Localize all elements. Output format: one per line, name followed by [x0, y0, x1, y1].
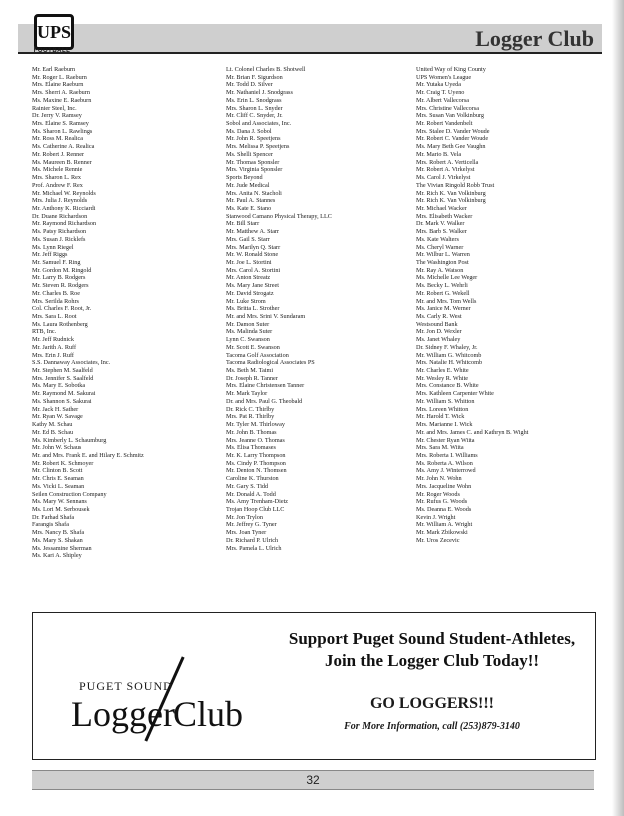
donor-name: Mr. Ross M. Realica [32, 135, 84, 143]
donor-name: Ms. Michelle Lee Weger [416, 274, 478, 282]
donor-name: RTB, Inc. [32, 328, 57, 336]
donor-name: Mr. Robert J. Renner [32, 150, 85, 158]
donor-name: Mr. Tyler M. Thirloway [226, 421, 285, 429]
donor-name: Ms. Erin L. Snodgrass [226, 96, 282, 104]
logo-subtitle: FOOTBALL [33, 48, 71, 54]
donor-name: Ms. Becky L. Wehrli [416, 282, 468, 290]
donor-name: Ms. Mary S. Shakan [32, 536, 83, 544]
donor-name: Mrs. Marianne I. Wick [416, 421, 473, 429]
donor-name: Mrs. Christine Vallecorsa [416, 104, 479, 112]
donor-name: Mr. John W. Schaus [32, 444, 82, 452]
donor-name: Mrs. Melissa P. Speetjens [226, 143, 290, 151]
donor-name: Ms. Amy Trenham-Dietz [226, 498, 289, 506]
ups-football-logo [30, 14, 74, 56]
donor-name: Mrs. Sara L. Root [32, 313, 77, 320]
donor-name: Ms. Malinda Suter [226, 328, 273, 336]
donor-name: Mr. Raymond M. Sakurai [32, 390, 96, 398]
page-header [18, 8, 602, 58]
donor-name: Mrs. Elisabeth Wacker [416, 212, 473, 220]
donor-name: Mr. Ryan W. Savage [32, 413, 83, 421]
donor-name: Mr. Robert C. Vander Woude [416, 135, 489, 143]
donor-name: Stanwood Camano Physical Therapy, LLC [226, 212, 332, 220]
donor-name: Mr. Jarith A. Ruff [32, 343, 77, 351]
donor-name: Mr. Albert Vallecorsa [416, 96, 469, 104]
donor-name: Mr. and Mrs. Tom Wells [416, 297, 477, 305]
promo-text [269, 613, 595, 759]
donor-name: Mrs. Jacqueline Wohn [416, 482, 472, 490]
donor-name: Mrs. Carol A. Stortini [226, 266, 281, 274]
donor-name: Mr. Charles B. Roe [32, 289, 80, 297]
donor-name: Dr. Jerry V. Ramsey [32, 112, 82, 120]
logo-mark: UPS [34, 14, 74, 50]
donor-name: Dr. Farhad Shafa [32, 513, 75, 521]
donor-name: Mr. Jon D. Wexler [416, 328, 462, 336]
donor-name: Farangis Shafa [32, 521, 69, 529]
donor-name: Ms. Mary W. Sennans [32, 498, 87, 506]
donor-name: Mrs. Jeanne O. Thomas [226, 436, 285, 444]
donor-name: Mr. Cliff C. Snyder, Jr. [226, 112, 283, 120]
donor-name: Ms. Dana J. Sobol [226, 127, 272, 135]
donor-name: Mr. Ray A. Watson [416, 266, 464, 274]
donor-name: Mrs. Virginia Sponsler [226, 166, 283, 174]
page-number: 32 [32, 770, 594, 790]
donor-name: Mr. Wesley R. White [416, 374, 469, 382]
donor-name: Ms. Elisa Thomases [226, 444, 276, 452]
donor-column-3 [416, 66, 602, 545]
page-edge-shadow [612, 0, 624, 816]
program-page [18, 8, 602, 800]
donor-name: UPS Women's League [416, 73, 472, 81]
donor-name: Mr. Larry B. Rodgers [32, 274, 86, 282]
donor-name: Mrs. Sharon L. Snyder [226, 104, 283, 112]
donor-name: Mr. Wilbur L. Warren [416, 251, 470, 259]
donor-name: Mr. Mario B. Vela [416, 150, 462, 158]
donor-name: Mr. Michael Wacker [416, 204, 467, 212]
donor-name: Mr. Denton N. Thomsen [226, 467, 287, 475]
donor-name: Ms. Cheryl Warner [416, 243, 464, 251]
donor-name: Lynn C. Swanson [226, 336, 270, 344]
donor-name: Sobol and Associates, Inc. [226, 120, 292, 128]
donor-name: Col. Charles F. Root, Jr. [32, 305, 92, 313]
donor-name: Mr. John R. Speetjens [226, 135, 281, 143]
donor-name: Ms. Kimberly L. Schaumburg [32, 436, 107, 444]
donor-name: Dr. Mark V. Walker [416, 220, 465, 228]
donor-name: Mrs. Stalee D. Vander Woude [416, 127, 490, 135]
donor-name: Ms. Beth M. Taimi [226, 367, 274, 375]
donor-name: Trojan Hoop Club LLC [226, 505, 285, 513]
promo-contact-info: For More Information, call (253)879-3140 [344, 721, 520, 732]
donor-name: Mrs. Elaine Christensen Tanner [226, 382, 305, 390]
donor-name: Mr. Bill Starr [226, 220, 260, 228]
donor-name: Mr. Nathaniel J. Snodgrass [226, 89, 293, 97]
donor-name: Mr. and Mrs. James C. and Kathryn B. Wight [416, 428, 529, 436]
donor-name: Mr. Ed B. Schau [32, 428, 74, 436]
donor-name: Mrs. Elaine Raeburn [32, 81, 84, 89]
donor-name: Mr. Thomas Sponsler [226, 158, 280, 166]
donor-name: Mr. Rich K. Van Volkinburg [416, 197, 486, 205]
donor-name: Ms. Maxine E. Raeburn [32, 96, 92, 104]
donor-name: Mr. Gordon M. Ringold [32, 266, 92, 274]
donor-name: Westsound Bank [416, 320, 458, 328]
donor-name: Mr. Jeff Riggs [32, 251, 68, 259]
logger-club-logo [47, 639, 267, 749]
donor-name: Mr. Rich K. Van Volkinburg [416, 189, 486, 197]
donor-name: Ms. Deanna E. Woods [416, 505, 472, 513]
donor-name: S.S. Dannaway Associates, Inc. [32, 359, 111, 367]
donor-name: The Vivian Ringold Robb Trust [416, 181, 495, 189]
donor-name: Mrs. Pat R. Thirlby [226, 413, 275, 421]
donor-name: Mr. Jeffrey G. Tyner [226, 521, 277, 529]
donor-name: Mr. K. Larry Thompson [226, 451, 286, 459]
donor-name: Mr. Robert G. Wekell [416, 289, 470, 297]
donor-name: Mr. Rufus G. Woods [416, 498, 468, 506]
donor-name: Dr. and Mrs. Paul G. Theobald [226, 397, 303, 405]
donor-name: Sports Beyond [226, 174, 263, 182]
donor-name: Mr. Mark Zbikowski [416, 529, 468, 537]
donor-name: Mr. Donald A. Todd [226, 490, 276, 498]
promo-headline-1: Support Puget Sound Student-Athletes, [288, 629, 576, 648]
donor-name: Seilen Construction Company [32, 490, 107, 498]
donor-name: Mr. and Mrs. Srini V. Sundaram [226, 313, 306, 320]
donor-name: Ms. Carly R. West [416, 313, 462, 320]
donor-name: Mrs. Roberta I. Williams [416, 451, 478, 459]
donor-name: Mr. Damon Suter [226, 320, 270, 328]
donor-name: Mrs. Kathleen Carpenter White [416, 390, 494, 398]
donor-name: Mr. Todd D. Silver [226, 81, 273, 89]
donor-name: Dr. Joseph R. Tanner [226, 374, 278, 382]
donor-name: Ms. Shelli Spencer [226, 150, 273, 158]
donor-name: Lt. Colonel Charles B. Shotwell [226, 66, 306, 73]
donor-name: Rainier Steel, Inc. [32, 104, 77, 112]
page-title: Logger Club [475, 26, 594, 51]
donor-name: Dr. Richard P. Ulrich [226, 536, 279, 544]
logo-logger: Logger [71, 694, 175, 734]
donor-name: Mr. Robert Vandenbelt [416, 120, 473, 128]
donor-name: Ms. Carol J. Virkelyst [416, 174, 471, 182]
donor-name: Ms. Roberta A. Wilson [416, 459, 473, 467]
donor-name: Mr. Steven R. Rodgers [32, 282, 89, 290]
donor-name: Mr. Paul A. Stannes [226, 197, 276, 205]
donor-name: Ms. Michele Rennie [32, 166, 83, 174]
donor-name: Mr. Robert K. Schmoyer [32, 459, 94, 467]
donor-name: Mr. and Mrs. Frank E. and Hilary E. Schmitz [32, 451, 144, 459]
donor-name: Ms. Mary E. Sobotka [32, 382, 86, 390]
donor-name: Mrs. Sharon L. Rex [32, 174, 81, 182]
donor-name: Mrs. Elaine S. Ramsey [32, 120, 89, 128]
donor-name: Mr. Charles E. White [416, 367, 469, 375]
donor-name: Ms. Lori M. Serbousek [32, 505, 90, 513]
donor-name: Mr. Stephen M. Saalfeld [32, 367, 93, 375]
donor-name: Mr. Clinton B. Scott [32, 467, 83, 475]
donor-name: Mrs. Jennifer S. Saalfeld [32, 374, 94, 382]
donor-name: Ms. Amy J. Winterrowd [416, 467, 476, 475]
donor-list [32, 66, 602, 606]
donor-name: Mrs. Nancy B. Shafa [32, 529, 85, 537]
donor-name: Dr. Sidney F. Whaley, Jr. [416, 343, 478, 351]
donor-name: Mr. Harold T. Wick [416, 413, 465, 421]
donor-name: Ms. Catherine A. Realica [32, 143, 95, 151]
donor-name: Mrs. Barb S. Walker [416, 228, 467, 236]
donor-name: United Way of King County [416, 66, 486, 73]
donor-name: Mr. W. Ronald Stone [226, 251, 279, 259]
donor-name: Ms. Maureen B. Renner [32, 158, 92, 166]
donor-name: Dr. Rick C. Thirlby [226, 405, 275, 413]
donor-name: Caroline K. Thurston [226, 475, 279, 483]
donor-name: Ms. Lynn Riegel [32, 243, 74, 251]
donor-name: Mrs. Loreen Whitton [416, 405, 469, 413]
donor-name: Mrs. Erin J. Ruff [32, 351, 74, 359]
donor-name: Mr. Samuel F. Ring [32, 258, 81, 266]
logo-club: Club [173, 694, 244, 734]
donor-name: Ms. Susan J. Ricklefs [32, 235, 86, 243]
donor-name: The Washington Post [416, 258, 469, 266]
donor-name: Mr. Jude Medical [226, 181, 270, 189]
donor-name: Mr. Matthew A. Starr [226, 228, 280, 236]
donor-name: Prof. Andrew F. Rex [32, 181, 83, 189]
donor-name: Mr. David Strogatz [226, 289, 274, 297]
donor-name: Mr. Gary S. Tidd [226, 482, 269, 490]
donor-name: Ms. Kari A. Shipley [32, 552, 82, 560]
donor-name: Mr. Chris E. Seaman [32, 475, 84, 483]
donor-name: Mr. Mark Taylor [226, 390, 268, 398]
donor-name: Ms. Shannon S. Sakurai [32, 397, 92, 405]
donor-name: Mr. Jon Trylon [226, 513, 263, 521]
donor-name: Mr. Luke Strom [226, 297, 266, 305]
donor-column-1 [32, 66, 218, 560]
donor-name: Ms. Mary Beth Gee Vaughn [416, 143, 486, 151]
donor-column-2 [226, 66, 412, 552]
donor-name: Mr. Robert A. Virkelyst [416, 166, 475, 174]
donor-name: Mr. William S. Whitton [416, 397, 475, 405]
donor-name: Mr. Roger Woods [416, 490, 460, 498]
donor-name: Kathy M. Schau [32, 421, 73, 429]
donor-name: Mrs. Joan Tyner [226, 529, 267, 537]
donor-name: Ms. Vicki L. Seaman [32, 482, 85, 490]
donor-name: Ms. Jessamine Sherman [32, 544, 92, 552]
donor-name: Ms. Cindy P. Thompson [226, 459, 286, 467]
promo-cheer: GO LOGGERS!!! [369, 695, 494, 712]
donor-name: Mrs. Gail S. Starr [226, 235, 270, 243]
donor-name: Mr. Chester Ryan Wiita [416, 436, 475, 444]
promo-headline-2: Join the Logger Club Today!! [324, 651, 540, 670]
donor-name: Mrs. Constance B. White [416, 382, 479, 390]
donor-name: Mrs. Serilda Rohrs [32, 297, 79, 305]
donor-name: Mr. Joe L. Stortini [226, 258, 272, 266]
donor-name: Mrs. Marilyn Q. Starr [226, 243, 281, 251]
logo-puget-sound: PUGET SOUND [79, 679, 173, 693]
donor-name: Mr. William G. Whitcomb [416, 351, 482, 359]
donor-name: Mrs. Julia J. Reynolds [32, 197, 88, 205]
donor-name: Mr. Anthony K. Ricciardi [32, 204, 96, 212]
donor-name: Mr. John N. Wohn [416, 475, 462, 483]
donor-name: Ms. Janet Whaley [416, 336, 461, 344]
donor-name: Dr. Duane Richardson [32, 212, 88, 220]
donor-name: Ms. Kate E. Stano [226, 204, 272, 212]
logger-club-promo [32, 612, 596, 760]
donor-name: Mr. Anton Streatz [226, 274, 271, 282]
donor-name: Mr. Earl Raeburn [32, 66, 76, 73]
donor-name: Mrs. Anita N. Stacholi [226, 189, 282, 197]
donor-name: Mr. Uros Zecevic [416, 536, 460, 544]
donor-name: Mr. Scott E. Swanson [226, 343, 280, 351]
donor-name: Mrs. Sherri A. Raeburn [32, 89, 90, 97]
donor-name: Ms. Janice M. Werner [416, 305, 471, 313]
donor-name: Mrs. Pamela L. Ulrich [226, 544, 282, 552]
donor-name: Mr. Michael W. Reynolds [32, 189, 96, 197]
donor-name: Ms. Sharon L. Rawlings [32, 127, 93, 135]
donor-name: Mr. John B. Thomas [226, 428, 277, 436]
donor-name: Mrs. Sara M. Wiita [416, 444, 464, 452]
donor-name: Ms. Mary Jane Street [226, 282, 279, 290]
donor-name: Mr. Craig T. Uyeno [416, 89, 465, 97]
donor-name: Mr. Roger L. Raeburn [32, 73, 87, 81]
donor-name: Mrs. Natalie H. Whitcomb [416, 359, 483, 367]
donor-name: Tacoma Radiological Associates PS [226, 359, 315, 367]
donor-name: Mr. Raymond Richardson [32, 220, 97, 228]
donor-name: Kevin J. Wright [416, 513, 456, 521]
donor-name: Ms. Patsy Richardson [32, 228, 87, 236]
donor-name: Ms. Kate Walters [416, 235, 459, 243]
donor-name: Ms. Britta L. Strother [226, 305, 280, 313]
donor-name: Mr. Jack H. Sather [32, 405, 79, 413]
donor-name: Tacoma Golf Association [226, 351, 289, 359]
donor-name: Mr. William A. Wright [416, 521, 473, 529]
donor-name: Mrs. Susan Van Volkinburg [416, 112, 484, 120]
donor-name: Mr. Brian F. Sigurdson [226, 73, 283, 81]
donor-name: Ms. Laura Rothenberg [32, 320, 88, 328]
donor-name: Mrs. Robert A. Verticella [416, 158, 479, 166]
donor-name: Mr. Jeff Rudnick [32, 336, 74, 344]
donor-name: Mr. Yutaka Uyeda [416, 81, 461, 89]
